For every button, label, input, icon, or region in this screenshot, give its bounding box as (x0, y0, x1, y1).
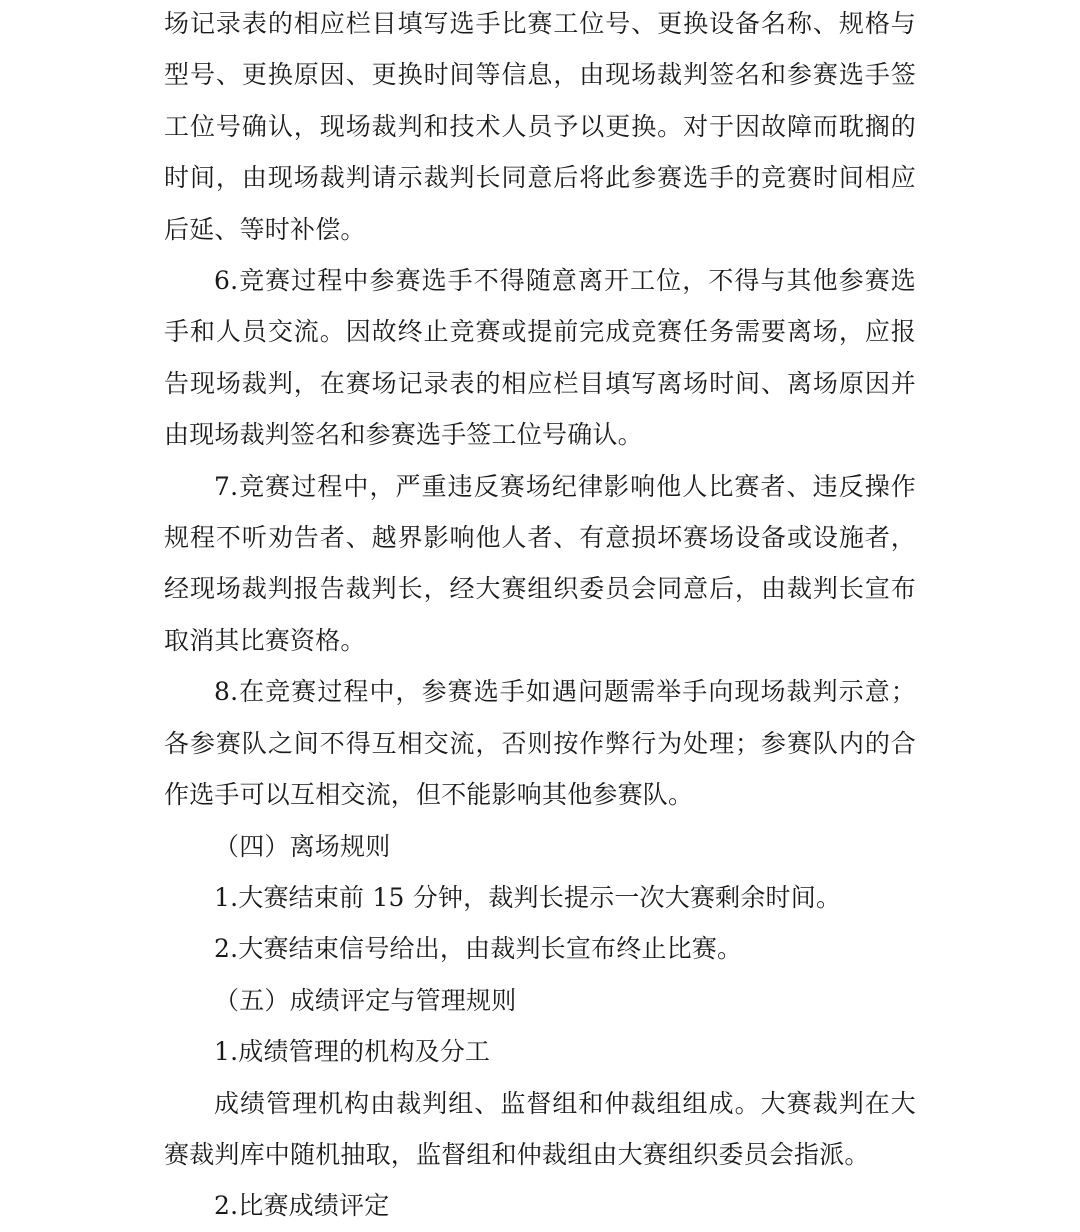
paragraph-continuation: 场记录表的相应栏目填写选手比赛工位号、更换设备名称、规格与型号、更换原因、更换时间等信息，由现场裁判签名和参赛选手签工位号确认，现场裁判和技术人员予以更换。对于因故障而耽搁的时间，由现场裁判请示裁判长同意后将此参赛选手的竞赛时间相应后延、等时补偿。 (164, 9, 916, 244)
subheading-score-organization: 1.成绩管理的机构及分工 (214, 1037, 491, 1067)
subheading-score-evaluation: 2.比赛成绩评定 (214, 1191, 390, 1221)
paragraph-item-8: 8.在竞赛过程中，参赛选手如遇问题需举手向现场裁判示意；各参赛队之间不得互相交流，否则按作弊行为处理；参赛队内的合作选手可以互相交流，但不能影响其他参赛队。 (164, 677, 916, 810)
paragraph-score-organization: 成绩管理机构由裁判组、监督组和仲裁组组成。大赛裁判在大赛裁判库中随机抽取，监督组和仲裁组由大赛组织委员会指派。 (164, 1088, 916, 1169)
paragraph-item-7: 7.竞赛过程中，严重违反赛场纪律影响他人比赛者、违反操作规程不听劝告者、越界影响他人者、有意损坏赛场设备或设施者，经现场裁判报告裁判长，经大赛组织委员会同意后，由裁判长宣布取消其比赛资格。 (164, 471, 916, 655)
section-heading-score-rules: （五）成绩评定与管理规则 (214, 985, 517, 1015)
paragraph-exit-rule-2: 2.大赛结束信号给出，由裁判长宣布终止比赛。 (214, 934, 743, 964)
paragraph-item-6: 6.竞赛过程中参赛选手不得随意离开工位，不得与其他参赛选手和人员交流。因故终止竞赛或提前完成竞赛任务需要离场，应报告现场裁判，在赛场记录表的相应栏目填写离场时间、离场原因并由现场裁判签名和参赛选手签工位号确认。 (164, 266, 916, 450)
paragraph-exit-rule-1: 1.大赛结束前 15 分钟，裁判长提示一次大赛剩余时间。 (214, 882, 842, 912)
document-page (164, 0, 916, 1232)
section-heading-exit-rules: （四）离场规则 (214, 831, 391, 861)
